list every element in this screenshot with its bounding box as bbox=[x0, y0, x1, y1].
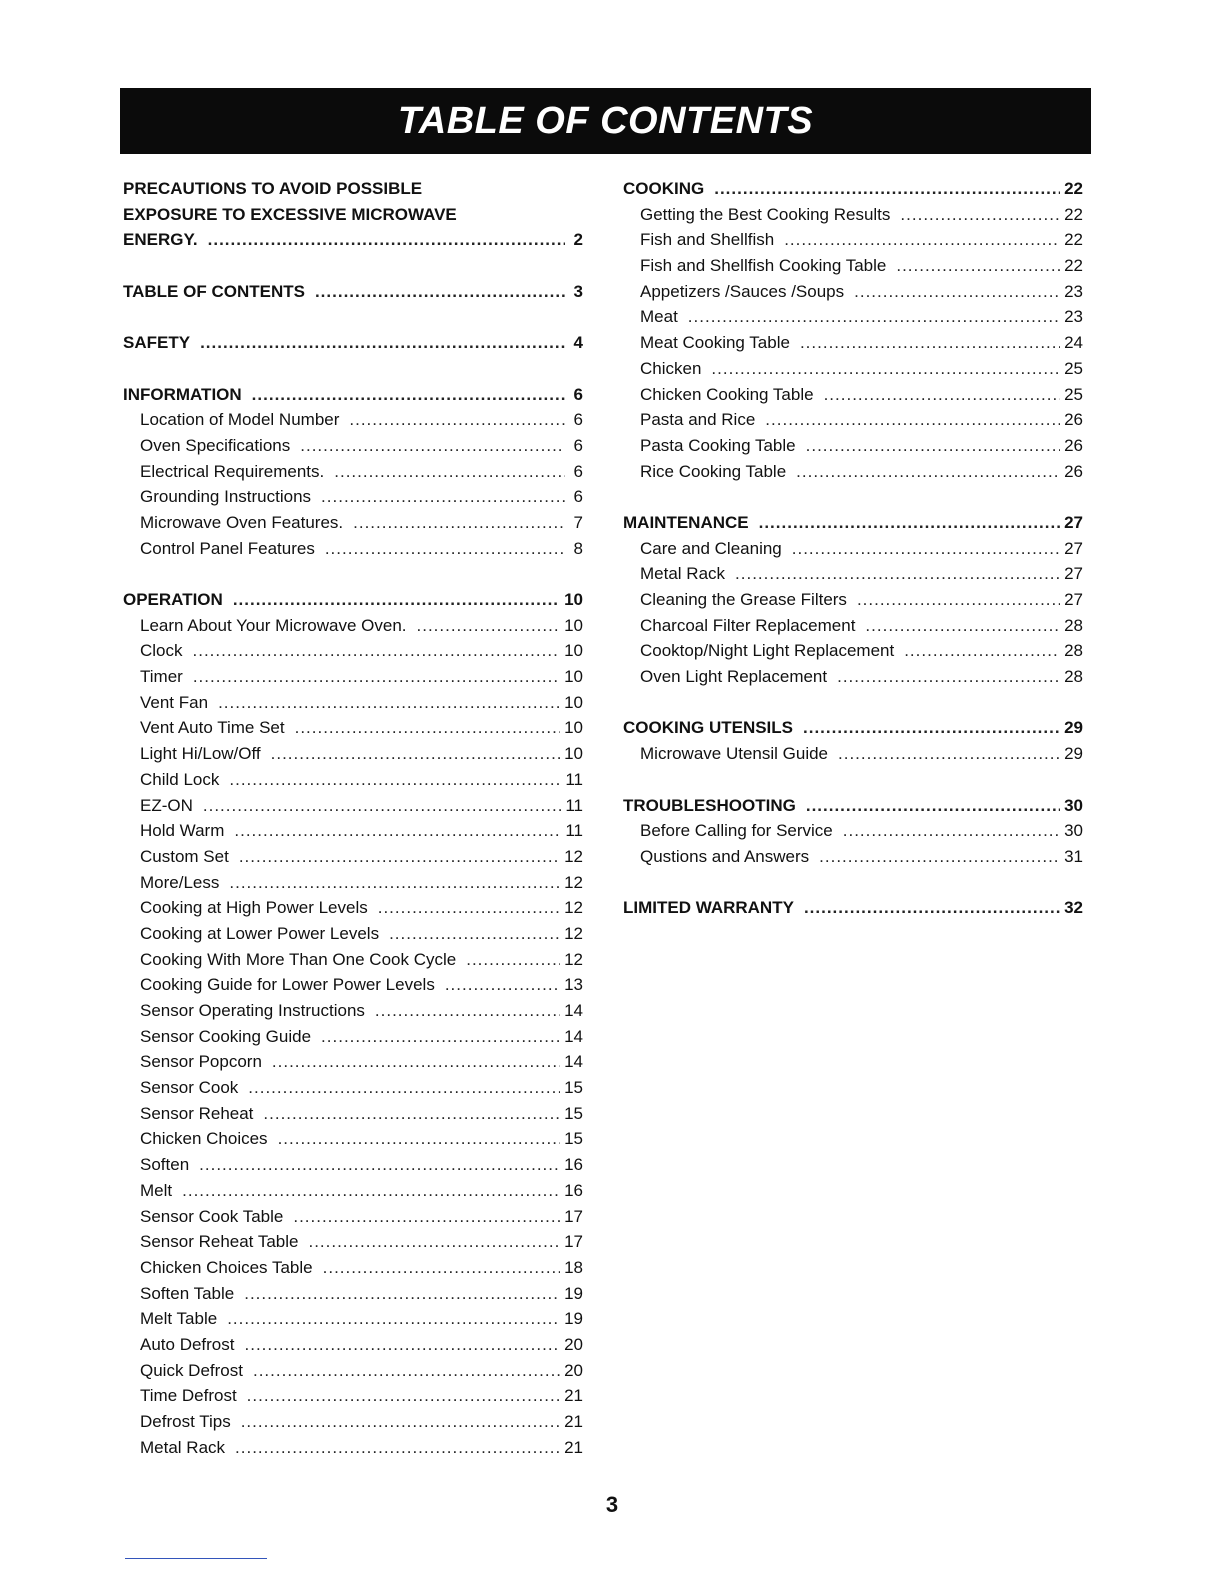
page-number: 32 bbox=[1064, 898, 1083, 918]
dot-leader bbox=[896, 253, 1060, 279]
toc-entry[interactable] bbox=[123, 1178, 583, 1204]
toc-entry-title: Soften bbox=[140, 1155, 190, 1175]
page-number: 20 bbox=[564, 1334, 583, 1354]
toc-entry-title: Before Calling for Service bbox=[640, 821, 833, 841]
toc-entry-title: Child Lock bbox=[140, 769, 220, 789]
toc-entry-title: Sensor Operating Instructions bbox=[140, 1001, 365, 1020]
toc-entry-title: Fish and Shellfish bbox=[640, 230, 775, 250]
toc-entry[interactable] bbox=[123, 1332, 583, 1358]
toc-entry[interactable] bbox=[123, 1049, 583, 1075]
dot-leader bbox=[229, 870, 560, 896]
dot-leader bbox=[857, 587, 1060, 613]
dot-leader bbox=[208, 227, 565, 253]
toc-heading-precautions-line2: EXPOSURE TO EXCESSIVE MICROWAVE bbox=[123, 204, 457, 224]
toc-entry-title: Cooking at Lower Power Levels bbox=[140, 923, 380, 943]
toc-entry[interactable] bbox=[623, 664, 1083, 690]
toc-entry[interactable] bbox=[123, 895, 583, 921]
dot-leader bbox=[182, 1178, 560, 1204]
toc-entry[interactable] bbox=[123, 1383, 583, 1409]
dot-leader bbox=[229, 767, 561, 793]
dot-leader bbox=[759, 510, 1060, 536]
dot-leader bbox=[234, 818, 561, 844]
toc-entry[interactable] bbox=[123, 1126, 583, 1152]
page-number: 27 bbox=[1064, 564, 1083, 584]
page-number: 30 bbox=[1064, 795, 1083, 815]
toc-heading-maintenance[interactable]: MAINTENANCE ..... 27 bbox=[623, 510, 1083, 536]
toc-entry-title: Metal Rack bbox=[140, 1437, 226, 1457]
toc-entry-title: Vent Auto Time Set bbox=[140, 718, 285, 738]
toc-entry[interactable] bbox=[623, 433, 1083, 459]
page-number: 19 bbox=[564, 1283, 583, 1303]
toc-entry[interactable] bbox=[123, 998, 583, 1024]
toc-entry-title: Cooking Guide for Lower Power Levels bbox=[140, 975, 435, 995]
toc-entry[interactable] bbox=[123, 459, 583, 485]
toc-entry[interactable] bbox=[123, 1152, 583, 1178]
page-number: 10 bbox=[564, 744, 583, 764]
page-number: 2 bbox=[573, 230, 583, 250]
toc-entry-title: Care and Cleaning bbox=[640, 538, 782, 558]
dot-leader bbox=[315, 279, 565, 305]
footer-page-number: 3 bbox=[605, 1492, 619, 1517]
page-number: 29 bbox=[1064, 718, 1083, 738]
page-number: 14 bbox=[564, 1052, 583, 1072]
dot-leader bbox=[854, 279, 1060, 305]
dot-leader bbox=[334, 459, 565, 485]
page-number: 10 bbox=[564, 667, 583, 687]
dot-leader bbox=[218, 690, 560, 716]
dot-leader bbox=[711, 356, 1060, 382]
page-number: 6 bbox=[573, 435, 583, 455]
dot-leader bbox=[263, 1101, 560, 1127]
toc-heading-precautions[interactable]: ENERGY. ..... 2 bbox=[123, 227, 583, 253]
page-number: 21 bbox=[564, 1437, 583, 1457]
dot-leader bbox=[417, 613, 561, 639]
toc-entry-title: Control Panel Features bbox=[140, 538, 315, 558]
dot-leader bbox=[349, 407, 565, 433]
dot-leader bbox=[272, 1049, 560, 1075]
toc-entry[interactable] bbox=[123, 1024, 583, 1050]
toc-entry[interactable] bbox=[623, 304, 1083, 330]
dot-leader bbox=[199, 1152, 560, 1178]
dot-leader bbox=[806, 793, 1060, 819]
toc-entry-title: Qustions and Answers bbox=[640, 846, 810, 866]
maintenance-entries bbox=[623, 536, 1083, 690]
toc-entry-title: Hold Warm bbox=[140, 821, 225, 841]
toc-entry[interactable] bbox=[123, 1358, 583, 1384]
toc-heading-precautions-line1: PRECAUTIONS TO AVOID POSSIBLE bbox=[123, 179, 423, 198]
toc-entry-title: Sensor Cooking Guide bbox=[140, 1026, 312, 1046]
dot-leader bbox=[838, 741, 1060, 767]
page-number: 6 bbox=[573, 487, 583, 507]
toc-entry-title: Appetizers /Sauces /Soups bbox=[640, 281, 845, 301]
page-number: 21 bbox=[564, 1412, 583, 1431]
page-number: 12 bbox=[564, 923, 583, 943]
toc-entry[interactable] bbox=[123, 1409, 583, 1435]
toc-heading-information[interactable]: INFORMATION ..... 6 bbox=[123, 382, 583, 408]
troubleshooting-entries bbox=[623, 818, 1083, 869]
toc-entry-title: Cleaning the Grease Filters bbox=[640, 590, 847, 609]
toc-left-column bbox=[123, 176, 583, 1460]
page-number: 31 bbox=[1064, 846, 1083, 866]
toc-entry-title: Microwave Utensil Guide bbox=[640, 744, 829, 764]
toc-entry-title: Soften Table bbox=[140, 1283, 235, 1303]
toc-entry[interactable] bbox=[123, 1075, 583, 1101]
toc-entry-title: Pasta Cooking Table bbox=[640, 435, 796, 455]
toc-heading-safety[interactable]: SAFETY ..... 4 bbox=[123, 330, 583, 356]
dot-leader bbox=[765, 407, 1060, 433]
page-number: 27 bbox=[1064, 512, 1083, 532]
toc-entry[interactable] bbox=[123, 690, 583, 716]
dot-leader bbox=[193, 638, 561, 664]
toc-entry[interactable] bbox=[123, 1306, 583, 1332]
toc-entry-title: EZ-ON bbox=[140, 795, 193, 815]
page-number: 28 bbox=[1064, 641, 1083, 661]
toc-entry-title: Custom Set bbox=[140, 846, 229, 866]
toc-entry-title: Metal Rack bbox=[640, 564, 726, 584]
dot-leader bbox=[806, 433, 1060, 459]
toc-entry[interactable] bbox=[623, 356, 1083, 382]
toc-entry-title: Time Defrost bbox=[140, 1386, 237, 1406]
dot-leader bbox=[244, 1281, 560, 1307]
page-number: 15 bbox=[564, 1103, 583, 1123]
page-number: 10 bbox=[564, 692, 583, 712]
toc-entry[interactable] bbox=[623, 407, 1083, 433]
page-number: 23 bbox=[1064, 281, 1083, 301]
toc-entry[interactable] bbox=[623, 459, 1083, 485]
page-number: 16 bbox=[564, 1180, 583, 1200]
dot-leader bbox=[353, 510, 565, 536]
page-title: TABLE OF CONTENTS bbox=[397, 99, 814, 142]
dot-leader bbox=[389, 921, 560, 947]
dot-leader bbox=[278, 1126, 561, 1152]
toc-entry[interactable] bbox=[623, 227, 1083, 253]
toc-entry-title: Electrical Requirements. bbox=[140, 461, 325, 481]
toc-entry[interactable] bbox=[123, 1255, 583, 1281]
page-number: 10 bbox=[564, 615, 583, 635]
toc-entry-title: Sensor Popcorn bbox=[140, 1052, 262, 1072]
toc-entry-title: Melt Table bbox=[140, 1309, 218, 1329]
dot-leader bbox=[843, 818, 1060, 844]
toc-entry[interactable] bbox=[623, 202, 1083, 228]
toc-entry[interactable] bbox=[623, 741, 1083, 767]
toc-entry[interactable] bbox=[123, 536, 583, 562]
dot-leader bbox=[466, 947, 560, 973]
dot-leader bbox=[200, 330, 565, 356]
toc-entry-title: Vent Fan bbox=[140, 692, 209, 712]
page-number: 10 bbox=[564, 718, 583, 738]
page-number: 30 bbox=[1064, 821, 1083, 841]
dot-leader bbox=[300, 433, 565, 459]
toc-entry-title: Cooking With More Than One Cook Cycle bbox=[140, 949, 457, 969]
dot-leader bbox=[445, 972, 560, 998]
toc-entry[interactable] bbox=[623, 587, 1083, 613]
toc-entry[interactable] bbox=[123, 664, 583, 690]
page-number: 19 bbox=[564, 1309, 583, 1329]
dot-leader bbox=[803, 715, 1060, 741]
toc-entry[interactable] bbox=[123, 715, 583, 741]
dot-leader bbox=[688, 304, 1060, 330]
dot-leader bbox=[252, 382, 565, 408]
toc-entry-title: Chicken Choices bbox=[140, 1129, 268, 1149]
dot-leader bbox=[293, 1204, 560, 1230]
toc-heading-troubleshooting[interactable]: TROUBLESHOOTING ..... 30 bbox=[623, 793, 1083, 819]
toc-entry-title: Location of Model Number bbox=[140, 410, 340, 430]
toc-entry[interactable] bbox=[123, 433, 583, 459]
toc-entry[interactable] bbox=[123, 844, 583, 870]
page-number: 22 bbox=[1064, 256, 1083, 276]
page-number: 28 bbox=[1064, 667, 1083, 687]
page-number: 13 bbox=[564, 975, 583, 995]
toc-entry-title: Pasta and Rice bbox=[640, 410, 756, 430]
page-number: 11 bbox=[565, 821, 583, 841]
dot-leader bbox=[378, 895, 560, 921]
dot-leader bbox=[321, 1024, 560, 1050]
toc-entry[interactable] bbox=[123, 921, 583, 947]
page-number: 22 bbox=[1064, 179, 1083, 198]
toc-entry-title: Chicken Choices Table bbox=[140, 1257, 313, 1277]
page-number: 29 bbox=[1064, 744, 1083, 764]
page-number: 10 bbox=[564, 590, 583, 609]
dot-leader bbox=[321, 484, 565, 510]
dot-leader bbox=[203, 793, 561, 819]
toc-entry[interactable] bbox=[123, 947, 583, 973]
toc-entry-title: Cooktop/Night Light Replacement bbox=[640, 641, 895, 661]
toc-entry-title: Chicken Cooking Table bbox=[640, 384, 814, 404]
toc-entry-title: Melt bbox=[140, 1180, 173, 1200]
toc-entry-title: Grounding Instructions bbox=[140, 487, 312, 507]
toc-entry[interactable] bbox=[123, 1101, 583, 1127]
page-number: 6 bbox=[573, 384, 583, 404]
page-number: 26 bbox=[1064, 461, 1083, 481]
page-number: 11 bbox=[565, 795, 583, 815]
toc-entry[interactable] bbox=[123, 972, 583, 998]
toc-entry[interactable] bbox=[123, 870, 583, 896]
dot-leader bbox=[271, 741, 560, 767]
toc-entry[interactable] bbox=[123, 1204, 583, 1230]
toc-entry-title: More/Less bbox=[140, 872, 220, 892]
page-number: 27 bbox=[1064, 590, 1083, 609]
page-number: 22 bbox=[1064, 230, 1083, 250]
page-number: 12 bbox=[564, 949, 583, 969]
toc-heading-operation[interactable]: OPERATION ..... 10 bbox=[123, 587, 583, 613]
toc-entry[interactable] bbox=[623, 561, 1083, 587]
dot-leader bbox=[824, 382, 1061, 408]
toc-entry[interactable] bbox=[623, 253, 1083, 279]
page-number: 25 bbox=[1064, 384, 1083, 404]
operation-entries bbox=[123, 613, 583, 1461]
toc-entry[interactable] bbox=[623, 613, 1083, 639]
page-number: 6 bbox=[573, 461, 583, 481]
utensils-entries bbox=[623, 741, 1083, 767]
dot-leader bbox=[239, 844, 560, 870]
toc-entry-title: Meat Cooking Table bbox=[640, 333, 790, 353]
page-number: 20 bbox=[564, 1360, 583, 1380]
toc-entry[interactable] bbox=[123, 1435, 583, 1461]
title-banner bbox=[120, 88, 1091, 154]
toc-entry[interactable] bbox=[623, 536, 1083, 562]
toc-heading-limited-warranty[interactable]: LIMITED WARRANTY ..... 32 bbox=[623, 895, 1083, 921]
dot-leader bbox=[837, 664, 1060, 690]
page-number: 14 bbox=[564, 1001, 583, 1020]
toc-entry-title: Auto Defrost bbox=[140, 1334, 235, 1354]
dot-leader bbox=[235, 1435, 560, 1461]
dot-leader bbox=[193, 664, 560, 690]
page-number: 7 bbox=[573, 512, 583, 532]
dot-leader bbox=[323, 1255, 560, 1281]
dot-leader bbox=[233, 587, 560, 613]
dot-leader bbox=[245, 1332, 561, 1358]
toc-entry[interactable] bbox=[123, 1229, 583, 1255]
page-number: 21 bbox=[564, 1386, 583, 1406]
dot-leader bbox=[796, 459, 1060, 485]
toc-entry-title: Fish and Shellfish Cooking Table bbox=[640, 256, 887, 276]
page-number: 17 bbox=[564, 1206, 583, 1226]
page-number: 23 bbox=[1064, 307, 1083, 327]
toc-entry[interactable] bbox=[123, 510, 583, 536]
page-number: 25 bbox=[1064, 358, 1083, 378]
toc-entry-title: Learn About Your Microwave Oven. bbox=[140, 615, 407, 635]
information-entries bbox=[123, 407, 583, 561]
page-number: 12 bbox=[564, 898, 583, 918]
dot-leader bbox=[295, 715, 560, 741]
toc-entry[interactable] bbox=[123, 1281, 583, 1307]
toc-entry[interactable] bbox=[123, 741, 583, 767]
page-number: 26 bbox=[1064, 435, 1083, 455]
page-number: 24 bbox=[1064, 333, 1083, 353]
toc-entry[interactable] bbox=[623, 818, 1083, 844]
toc-entry-title: Clock bbox=[140, 641, 183, 661]
page-number: 11 bbox=[565, 769, 583, 789]
toc-entry-title: Quick Defrost bbox=[140, 1360, 243, 1380]
dot-leader bbox=[714, 176, 1060, 202]
cooking-entries bbox=[623, 202, 1083, 485]
toc-entry[interactable] bbox=[623, 330, 1083, 356]
page-number: 14 bbox=[564, 1026, 583, 1046]
dot-leader bbox=[325, 536, 565, 562]
page-number: 3 bbox=[573, 281, 583, 301]
page-number: 18 bbox=[564, 1257, 583, 1277]
footer-link-underline bbox=[125, 1558, 267, 1559]
toc-entry-title: Oven Light Replacement bbox=[640, 667, 828, 687]
toc-entry-title: Sensor Cook bbox=[140, 1078, 239, 1098]
page-number: 27 bbox=[1064, 538, 1083, 558]
dot-leader bbox=[735, 561, 1060, 587]
dot-leader bbox=[800, 330, 1060, 356]
toc-entry[interactable] bbox=[123, 793, 583, 819]
toc-entry[interactable] bbox=[123, 638, 583, 664]
page-number: 6 bbox=[573, 410, 583, 430]
toc-entry-title: Defrost Tips bbox=[140, 1412, 231, 1431]
toc-heading-cooking-utensils[interactable]: COOKING UTENSILS ..... 29 bbox=[623, 715, 1083, 741]
toc-entry[interactable] bbox=[623, 382, 1083, 408]
toc-entry-title: Light Hi/Low/Off bbox=[140, 744, 261, 764]
toc-entry-title: Cooking at High Power Levels bbox=[140, 898, 368, 918]
dot-leader bbox=[375, 998, 560, 1024]
toc-entry-title: Getting the Best Cooking Results bbox=[640, 204, 891, 224]
toc-entry-title: Charcoal Filter Replacement bbox=[640, 615, 856, 635]
toc-heading-cooking[interactable]: COOKING ..... 22 bbox=[623, 176, 1083, 202]
toc-entry[interactable] bbox=[123, 484, 583, 510]
toc-right-column bbox=[623, 176, 1083, 921]
toc-entry[interactable] bbox=[123, 818, 583, 844]
toc-entry-title: Sensor Reheat bbox=[140, 1103, 254, 1123]
toc-entry-title: Sensor Reheat Table bbox=[140, 1232, 299, 1252]
toc-entry[interactable] bbox=[123, 407, 583, 433]
page-number: 17 bbox=[564, 1232, 583, 1252]
toc-entry[interactable] bbox=[623, 279, 1083, 305]
toc-entry-title: Timer bbox=[140, 667, 183, 687]
toc-entry-title: Rice Cooking Table bbox=[640, 461, 787, 481]
page-number: 4 bbox=[573, 333, 583, 353]
toc-entry[interactable] bbox=[623, 844, 1083, 870]
dot-leader bbox=[804, 895, 1060, 921]
dot-leader bbox=[900, 202, 1060, 228]
dot-leader bbox=[227, 1306, 560, 1332]
page-number: 12 bbox=[564, 846, 583, 866]
toc-entry[interactable] bbox=[123, 767, 583, 793]
page-number: 8 bbox=[573, 538, 583, 558]
dot-leader bbox=[819, 844, 1060, 870]
toc-entry-title: Meat bbox=[640, 307, 678, 327]
dot-leader bbox=[241, 1409, 560, 1435]
dot-leader bbox=[904, 638, 1060, 664]
page-number: 26 bbox=[1064, 410, 1083, 430]
toc-entry-title: Chicken bbox=[640, 358, 702, 378]
dot-leader bbox=[865, 613, 1060, 639]
page-number: 12 bbox=[564, 872, 583, 892]
page-number: 15 bbox=[564, 1129, 583, 1149]
toc-entry[interactable] bbox=[123, 613, 583, 639]
dot-leader bbox=[253, 1358, 560, 1384]
dot-leader bbox=[792, 536, 1060, 562]
page-number: 22 bbox=[1064, 204, 1083, 224]
toc-entry-title: Oven Specifications bbox=[140, 435, 291, 455]
page-number: 28 bbox=[1064, 615, 1083, 635]
toc-heading-table-of-contents[interactable]: TABLE OF CONTENTS ..... 3 bbox=[123, 279, 583, 305]
dot-leader bbox=[308, 1229, 560, 1255]
toc-entry-title: Sensor Cook Table bbox=[140, 1206, 284, 1226]
dot-leader bbox=[784, 227, 1060, 253]
page-number: 16 bbox=[564, 1155, 583, 1175]
page-number: 10 bbox=[564, 641, 583, 661]
page-number: 15 bbox=[564, 1078, 583, 1098]
toc-entry[interactable] bbox=[623, 638, 1083, 664]
dot-leader bbox=[248, 1075, 560, 1101]
dot-leader bbox=[247, 1383, 560, 1409]
toc-entry-title: Microwave Oven Features. bbox=[140, 512, 344, 532]
